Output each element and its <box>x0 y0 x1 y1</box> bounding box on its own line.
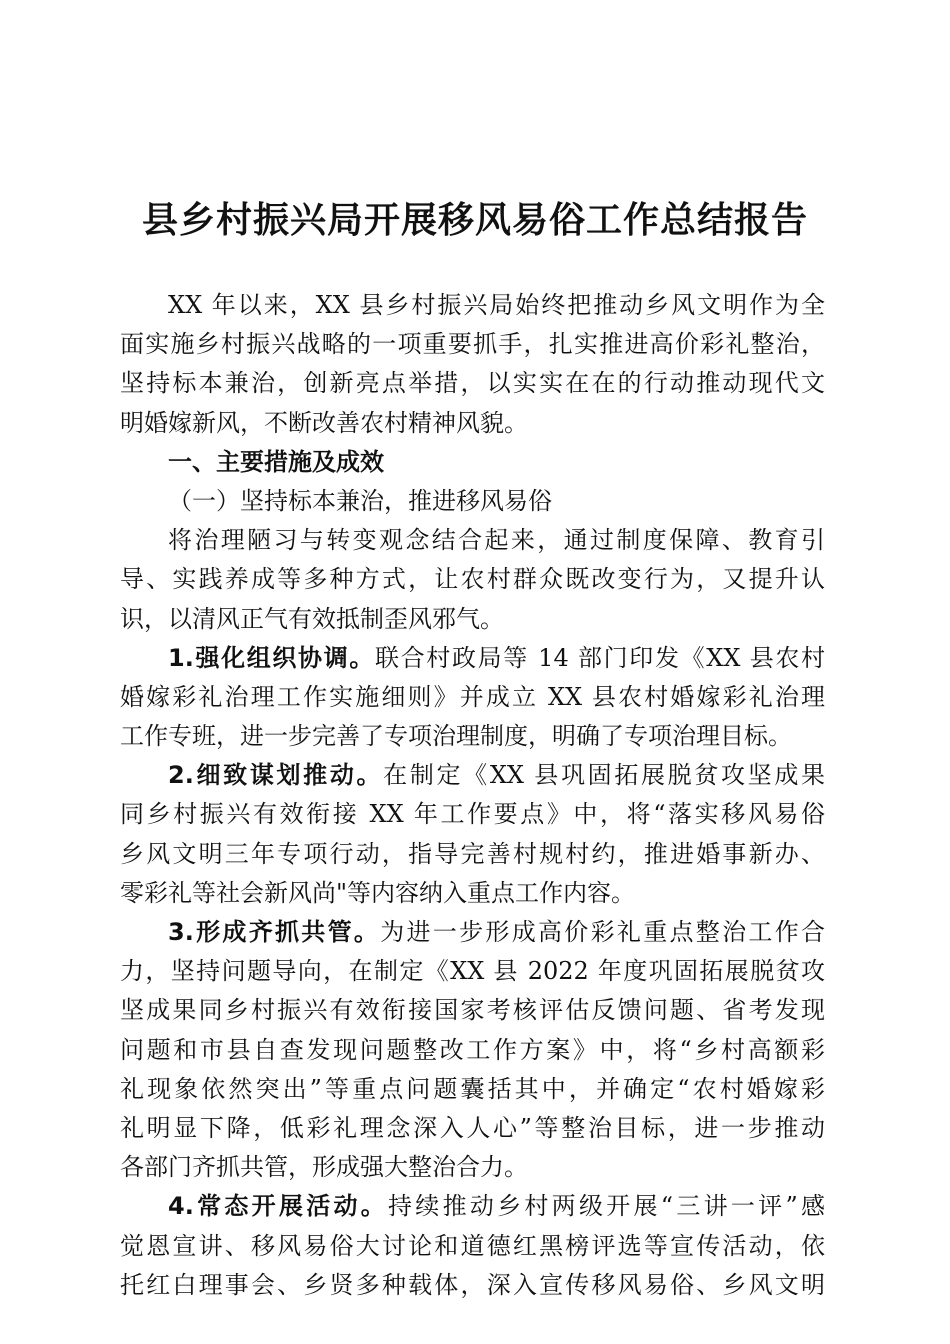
text-line: 礼明显下降，低彩礼理念深入人心”等整治目标，进一步推动 <box>120 1113 825 1142</box>
text-line: 乡风文明三年专项行动，指导完善村规村约，推进婚事新办、 <box>120 839 825 868</box>
text-line <box>120 756 825 795</box>
text-line: 零彩礼等社会新风尚"等内容纳入重点工作内容。 <box>120 878 636 907</box>
item-lead: 1.强化组织协调。 <box>168 643 376 672</box>
text-line: 坚持标本兼治，创新亮点举措，以实实在在的行动推动现代文 <box>120 369 825 398</box>
subsection-heading: （一）坚持标本兼治，推进移风易俗 <box>168 486 552 515</box>
item-text: 在制定《XX 县巩固拓展脱贫攻坚成果 <box>383 761 825 790</box>
intro-paragraph <box>120 286 825 443</box>
item-lead: 2.细致谋划推动。 <box>168 761 384 790</box>
text-line: 坚成果同乡村振兴有效衔接国家考核评估反馈问题、省考发现 <box>120 996 825 1025</box>
text-line: 导、实践养成等多种方式，让农村群众既改变行为，又提升认 <box>120 565 825 594</box>
text-line: 工作专班，进一步完善了专项治理制度，明确了专项治理目标。 <box>120 722 792 751</box>
item-lead: 3.形成齐抓共管。 <box>168 918 381 946</box>
item-text: 联合村政局等 14 部门印发《XX 县农村 <box>375 643 825 672</box>
item-text: 持续推动乡村两级开展“三讲一评”感 <box>388 1192 825 1221</box>
item-1-paragraph <box>120 639 825 757</box>
subsection-paragraph <box>120 521 825 639</box>
text-line <box>120 913 825 952</box>
text-line: 觉恩宣讲、移风易俗大讨论和道德红黑榜评选等宣传活动，依 <box>120 1231 825 1260</box>
text-line: 问题和市县自查发现问题整改工作方案》中，将“乡村高额彩 <box>120 1035 825 1064</box>
text-line <box>120 639 825 678</box>
text-line <box>120 1187 825 1226</box>
text-line: 力，坚持问题导向，在制定《XX 县 2022 年度巩固拓展脱贫攻 <box>120 957 825 986</box>
item-4-paragraph <box>120 1187 825 1305</box>
item-lead: 4.常态开展活动。 <box>168 1192 389 1221</box>
text-line: 同乡村振兴有效衔接 XX 年工作要点》中，将“落实移风易俗 <box>120 800 825 829</box>
document-title: 县乡村振兴局开展移风易俗工作总结报告 <box>141 199 808 241</box>
item-text: 为进一步形成高价彩礼重点整治工作合 <box>380 918 825 946</box>
text-line: 将治理陋习与转变观念结合起来，通过制度保障、教育引 <box>168 526 825 555</box>
document-body <box>120 286 825 1305</box>
text-line: 婚嫁彩礼治理工作实施细则》并成立 XX 县农村婚嫁彩礼治理 <box>120 682 825 711</box>
section-heading: 一、主要措施及成效 <box>168 447 384 476</box>
item-3-paragraph <box>120 913 825 1187</box>
text-line: 礼现象依然突出”等重点问题囊括其中，并确定“农村婚嫁彩 <box>120 1074 825 1103</box>
text-line: 面实施乡村振兴战略的一项重要抓手，扎实推进高价彩礼整治， <box>120 330 825 359</box>
text-line: XX 年以来，XX 县乡村振兴局始终把推动乡风文明作为全 <box>168 291 825 319</box>
item-2-paragraph <box>120 756 825 913</box>
text-line: 明婚嫁新风，不断改善农村精神风貌。 <box>120 408 528 437</box>
text-line: 各部门齐抓共管，形成强大整治合力。 <box>120 1153 528 1182</box>
text-line: 托红白理事会、乡贤多种载体，深入宣传移风易俗、乡风文明 <box>120 1270 825 1299</box>
text-line: 识，以清风正气有效抵制歪风邪气。 <box>120 604 504 633</box>
